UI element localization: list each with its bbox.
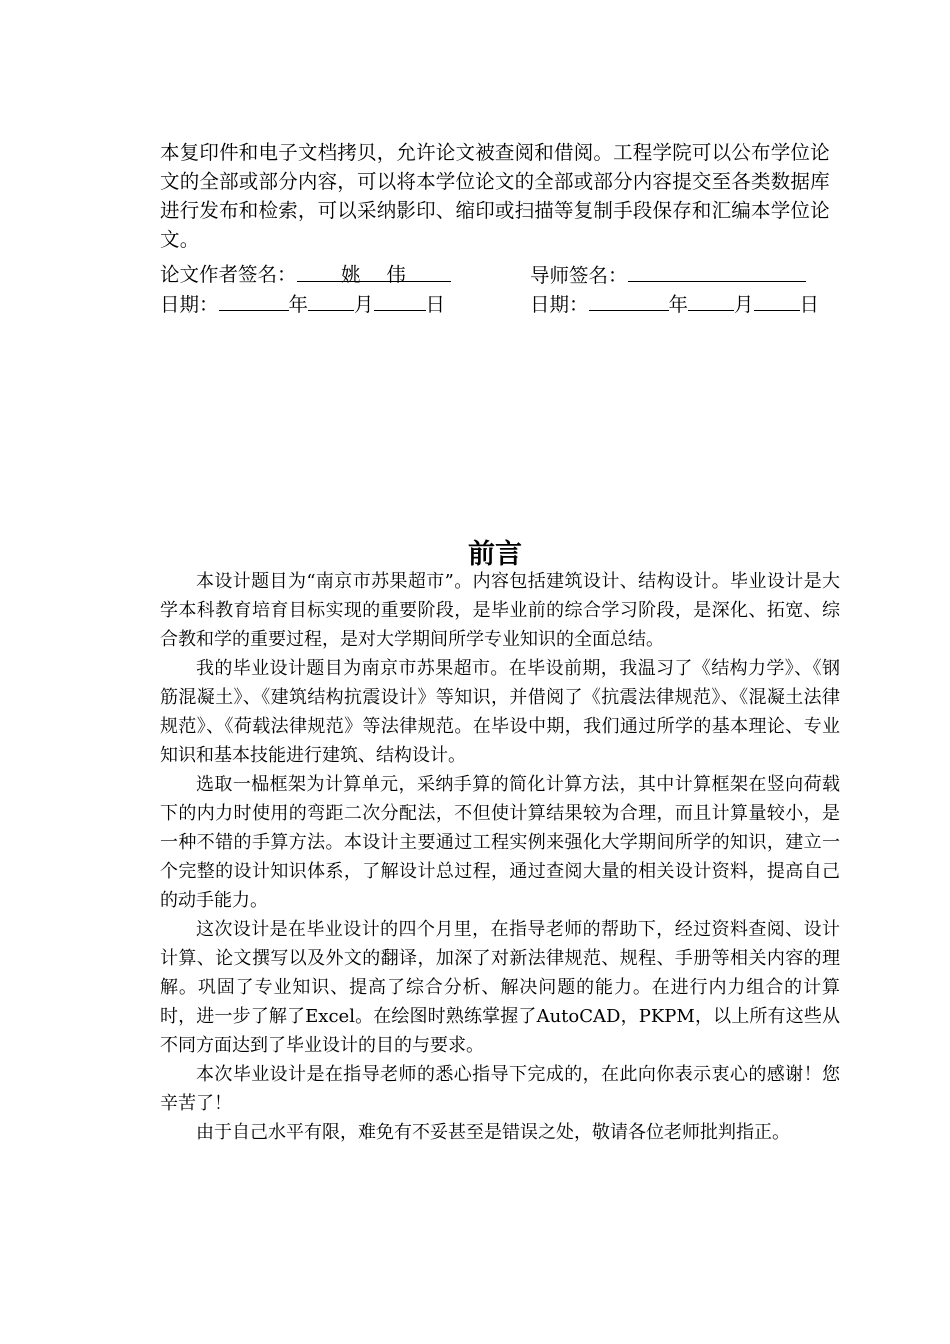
author-month-label: 月 — [354, 293, 374, 316]
preface-paragraph: 由于自己水平有限，难免有不妥甚至是错误之处，敬请各位老师批判指正。 — [196, 1122, 790, 1143]
author-date — [160, 288, 445, 317]
advisor-signature-label: 导师签名： — [530, 264, 628, 287]
preface-paragraph: 选取一榀框架为计算单元，采纳手算的简化计算方法，其中计算框架在竖向荷载下的内力时使用的弯距二次分配法，不但使计算结果较为合理，而且计算量较小，是一种不错的手算方法。本设计主要通过工程实例来强化大学期间所学的知识，建立一个完整的设计知识体系，了解设计总过程，通过查阅大量的相关设计资料，提高自己的动手能力。 — [160, 774, 840, 911]
author-year-label: 年 — [288, 293, 309, 316]
advisor-year-label: 年 — [668, 293, 689, 316]
advisor-date — [530, 288, 819, 317]
author-name: 姚 伟 — [297, 259, 451, 282]
advisor-day-label: 日 — [799, 293, 820, 316]
advisor-month-label: 月 — [734, 293, 754, 316]
declaration-paragraph — [160, 138, 836, 254]
author-day-label: 日 — [425, 293, 446, 316]
advisor-signature — [530, 259, 806, 288]
author-day-blank — [374, 288, 426, 311]
advisor-date-label: 日期： — [530, 293, 589, 316]
preface-paragraph: 本设计题目为“南京市苏果超市”。内容包括建筑设计、结构设计。毕业设计是大学本科教育培育目标实现的重要阶段，是毕业前的综合学习阶段，是深化、拓宽、综合教和学的重要过程，是对大学期间所学专业知识的全面总结。 — [160, 571, 840, 650]
author-month-blank — [308, 288, 354, 311]
advisor-month-blank — [688, 288, 734, 311]
declaration-text: 本复印件和电子文档拷贝，允许论文被查阅和借阅。工程学院可以公布学位论文的全部或部分内容，可以将本学位论文的全部或部分内容提交至各类数据库进行发布和检索，可以采纳影印、缩印或扫描等复制手段保存和汇编本学位论文。 — [160, 141, 830, 251]
signature-row — [160, 259, 860, 287]
preface-title: 前言 — [468, 539, 522, 570]
advisor-signature-line — [628, 259, 806, 282]
author-signature — [160, 259, 451, 287]
preface-paragraph: 这次设计是在毕业设计的四个月里，在指导老师的帮助下，经过资料查阅、设计计算、论文撰写以及外文的翻译，加深了对新法律规范、规程、手册等相关内容的理解。巩固了专业知识、提高了综合分析、解决问题的能力。在进行内力组合的计算时，进一步了解了Excel。在绘图时熟练掌握了AutoCAD，PKPM，以上所有这些从不同方面达到了毕业设计的目的与要求。 — [160, 919, 840, 1056]
date-row — [160, 288, 860, 316]
author-date-label: 日期： — [160, 293, 219, 316]
preface-paragraph: 我的毕业设计题目为南京市苏果超市。在毕设前期，我温习了《结构力学》、《钢筋混凝土》、《建筑结构抗震设计》等知识，并借阅了《抗震法律规范》、《混凝土法律规范》、《荷载法律规范》等法律规范。在毕设中期，我们通过所学的基本理论、专业知识和基本技能进行建筑、结构设计。 — [160, 658, 840, 766]
preface-paragraph: 本次毕业设计是在指导老师的悉心指导下完成的，在此向你表示衷心的感谢！您辛苦了！ — [160, 1064, 840, 1114]
author-year-blank — [219, 288, 289, 311]
author-signature-label: 论文作者签名： — [160, 263, 297, 286]
preface-body — [160, 567, 840, 1147]
advisor-year-blank — [589, 288, 669, 311]
advisor-day-blank — [754, 288, 800, 311]
